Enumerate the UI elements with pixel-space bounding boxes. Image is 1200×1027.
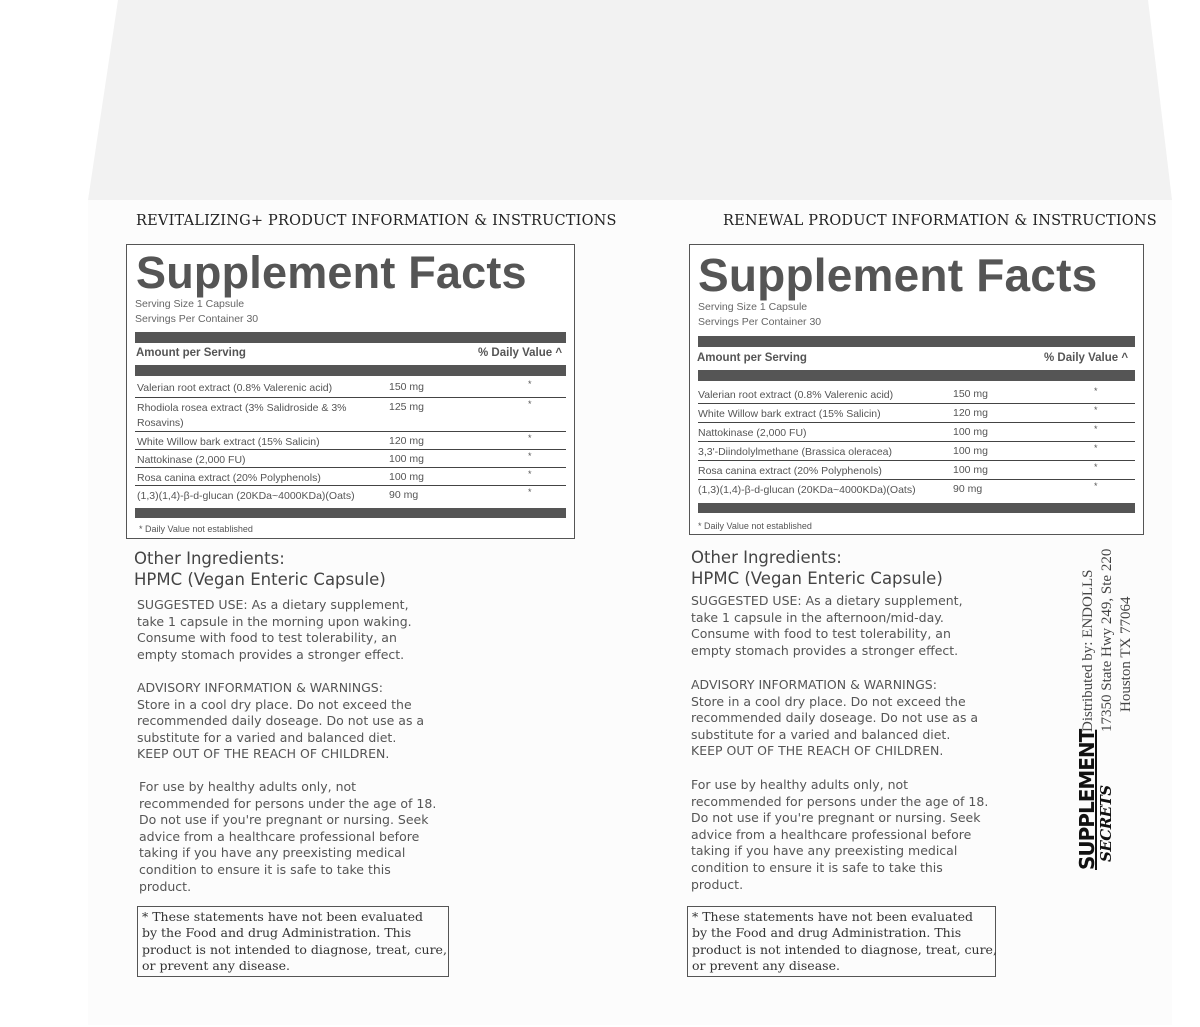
ingredient-name: Valerian root extract (0.8% Valerenic acid) xyxy=(137,382,333,394)
table-row xyxy=(135,432,566,450)
ingredient-dv: * xyxy=(1094,443,1098,453)
table-row xyxy=(698,480,1135,500)
table-row xyxy=(135,450,566,468)
ingredient-dv: * xyxy=(528,451,532,461)
ingredient-name: Nattokinase (2,000 FU) xyxy=(698,427,807,439)
left-supplement-facts xyxy=(126,244,575,539)
ingredient-name: (1,3)(1,4)-β-d-glucan (20KDa~4000KDa)(Oats) xyxy=(137,490,355,502)
right-supplement-facts xyxy=(689,244,1144,535)
ingredient-name: Nattokinase (2,000 FU) xyxy=(137,454,246,466)
ingredient-amount: 100 mg xyxy=(953,464,989,476)
right-healthy-adults: For use by healthy adults only, not recommended for persons under the age of 18. Do not use if you're pregnant or nursing. Seek advice from a healthcare professional before taking if you have any preexisting medical condition to ensure it is safe to take this product. xyxy=(691,777,989,892)
table-row xyxy=(135,378,566,398)
left-suggested-use: SUGGESTED USE: As a dietary supplement, take 1 capsule in the morning upon waking. Consume with food to test tolerability, an empty stomach provides a stronger effect. xyxy=(137,597,412,662)
supplement-secrets-logo xyxy=(1077,730,1115,870)
ingredient-dv: * xyxy=(1094,405,1098,415)
left-facts-title: Supplement Facts xyxy=(136,247,527,298)
left-other-ingredients-title: Other Ingredients: xyxy=(134,549,285,568)
right-fda-disclaimer: * These statements have not been evaluated by the Food and drug Administration. This product is not intended to diagnose, treat, cure, or prevent any disease. xyxy=(687,906,996,977)
ingredient-amount: 120 mg xyxy=(389,435,425,447)
right-advisory: ADVISORY INFORMATION & WARNINGS: Store in a cool dry place. Do not exceed the recommended daily doseage. Do not use as a substitute for a varied and balanced diet. KEEP OUT OF THE REACH OF CHILDREN. xyxy=(691,677,979,759)
ingredient-name: White Willow bark extract (15% Salicin) xyxy=(698,408,881,420)
distributor-info: Distributed by: ENDOLLS 17350 State Hwy 249, Ste 220 Houston TX 77064 xyxy=(1080,548,1134,732)
ingredient-amount: 100 mg xyxy=(953,426,989,438)
right-amount-header: Amount per Serving xyxy=(697,352,807,364)
left-thick-bar-top xyxy=(135,332,566,343)
right-thick-bar-mid xyxy=(698,370,1135,381)
table-row xyxy=(698,404,1135,423)
right-heading: RENEWAL PRODUCT INFORMATION & INSTRUCTIONS xyxy=(723,213,1157,229)
left-dv-header: % Daily Value ^ xyxy=(478,347,563,359)
left-heading: REVITALIZING+ PRODUCT INFORMATION & INSTRUCTIONS xyxy=(136,213,617,229)
ingredient-dv: * xyxy=(1094,481,1098,491)
ingredient-name: (1,3)(1,4)-β-d-glucan (20KDa~4000KDa)(Oats) xyxy=(698,484,916,496)
ingredient-name: Valerian root extract (0.8% Valerenic acid) xyxy=(698,389,894,401)
ingredient-name: Rhodiola rosea extract (3% Salidroside & 3% Rosavins) xyxy=(137,402,347,429)
left-healthy-adults: For use by healthy adults only, not recommended for persons under the age of 18. Do not use if you're pregnant or nursing. Seek advice from a healthcare professional before taking if you have any preexisting medical condition to ensure it is safe to take this product. xyxy=(139,779,437,894)
right-facts-footnote: * Daily Value not established xyxy=(698,521,812,531)
right-facts-title: Supplement Facts xyxy=(698,249,1098,301)
right-suggested-use: SUGGESTED USE: As a dietary supplement, take 1 capsule in the afternoon/mid-day. Consume with food to test tolerability, an empty stomach provides a stronger effect. xyxy=(691,593,963,658)
ingredient-dv: * xyxy=(1094,462,1098,472)
left-facts-footnote: * Daily Value not established xyxy=(139,524,253,534)
ingredient-amount: 100 mg xyxy=(953,445,989,457)
table-row xyxy=(698,423,1135,442)
left-serving-size: Serving Size 1 Capsule xyxy=(135,298,245,310)
left-servings-per-container: Servings Per Container 30 xyxy=(135,313,259,325)
left-amount-header: Amount per Serving xyxy=(136,347,246,359)
right-serving-size: Serving Size 1 Capsule xyxy=(698,301,808,313)
ingredient-name: Rosa canina extract (20% Polyphenols) xyxy=(137,472,321,484)
right-thick-bar-top xyxy=(698,336,1135,347)
ingredient-amount: 90 mg xyxy=(389,489,419,501)
ingredient-dv: * xyxy=(528,469,532,479)
right-dv-header: % Daily Value ^ xyxy=(1044,352,1129,364)
logo-line-1: SUPPLEMENT xyxy=(1075,729,1099,870)
right-thick-bar-bottom xyxy=(698,503,1135,513)
table-row xyxy=(135,486,566,506)
left-thick-bar-bottom xyxy=(135,508,566,518)
ingredient-amount: 150 mg xyxy=(389,381,425,393)
ingredient-amount: 125 mg xyxy=(389,401,425,413)
right-other-ingredients-value: HPMC (Vegan Enteric Capsule) xyxy=(691,569,943,588)
ingredient-amount: 90 mg xyxy=(953,483,983,495)
left-fda-disclaimer: * These statements have not been evaluated by the Food and drug Administration. This product is not intended to diagnose, treat, cure, or prevent any disease. xyxy=(137,906,449,977)
right-other-ingredients-title: Other Ingredients: xyxy=(691,548,842,567)
left-other-ingredients-value: HPMC (Vegan Enteric Capsule) xyxy=(134,570,386,589)
ingredient-name: White Willow bark extract (15% Salicin) xyxy=(137,436,320,448)
ingredient-dv: * xyxy=(1094,424,1098,434)
ingredient-amount: 150 mg xyxy=(953,388,989,400)
ingredient-dv: * xyxy=(528,433,532,443)
ingredient-dv: * xyxy=(1094,386,1098,396)
logo-line-2: SECRETS xyxy=(1097,785,1115,862)
table-row xyxy=(698,385,1135,404)
ingredient-name: 3,3'-Diindolylmethane (Brassica oleracea) xyxy=(698,446,893,458)
left-thick-bar-mid xyxy=(135,365,566,376)
ingredient-name: Rosa canina extract (20% Polyphenols) xyxy=(698,465,882,477)
ingredient-dv: * xyxy=(528,379,532,389)
right-servings-per-container: Servings Per Container 30 xyxy=(698,316,822,328)
ingredient-dv: * xyxy=(528,487,532,497)
ingredient-amount: 100 mg xyxy=(389,453,425,465)
ingredient-amount: 120 mg xyxy=(953,407,989,419)
table-row xyxy=(698,461,1135,480)
left-advisory: ADVISORY INFORMATION & WARNINGS: Store in a cool dry place. Do not exceed the recommended daily doseage. Do not use as a substitute for a varied and balanced diet. KEEP OUT OF THE REACH OF CHILDREN. xyxy=(137,680,425,762)
ingredient-amount: 100 mg xyxy=(389,471,425,483)
box-top-face xyxy=(0,0,1200,200)
table-row xyxy=(135,398,566,432)
table-row xyxy=(135,468,566,486)
table-row xyxy=(698,442,1135,461)
ingredient-dv: * xyxy=(528,399,532,409)
